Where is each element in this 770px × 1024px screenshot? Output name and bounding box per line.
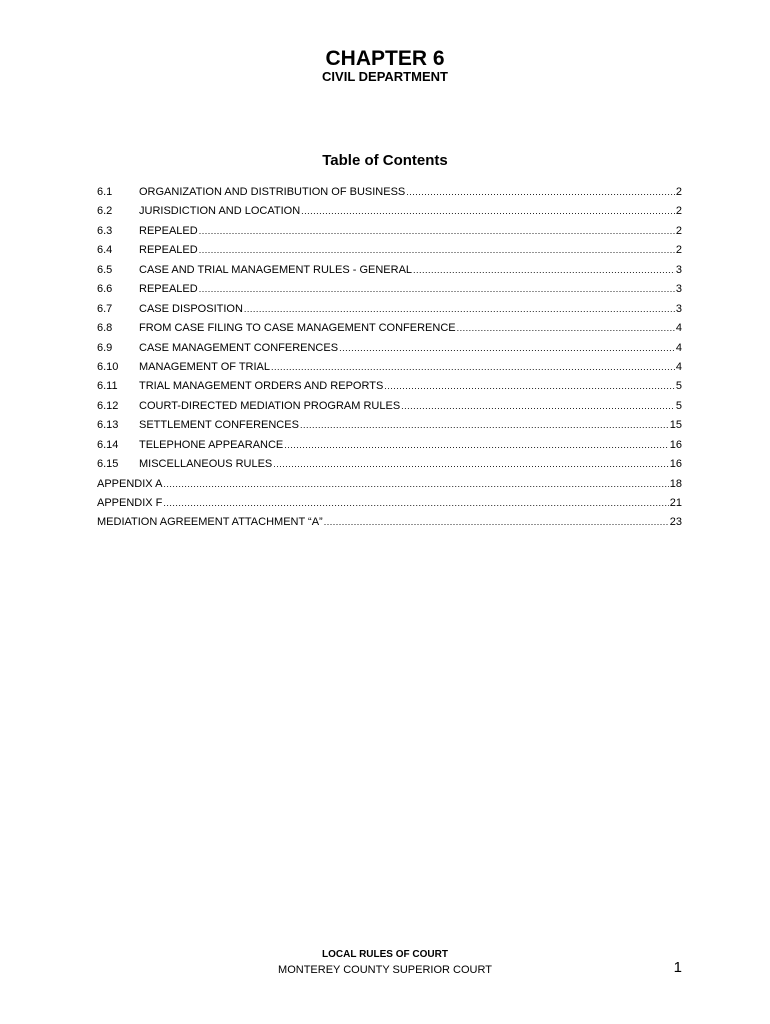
toc-entry[interactable] <box>97 202 682 221</box>
chapter-title: CHAPTER 6 <box>325 47 445 70</box>
toc-entry-title: MISCELLANEOUS RULES <box>139 458 273 471</box>
toc-dot-leader <box>243 300 675 319</box>
toc-entry-title: TRIAL MANAGEMENT ORDERS AND REPORTS <box>139 380 384 393</box>
toc-entry-title: REPEALED <box>139 283 198 296</box>
toc-entry[interactable] <box>97 261 682 280</box>
toc-entry-page: 2 <box>675 186 682 198</box>
toc-entry-number: 6.4 <box>97 244 113 257</box>
toc-entry-title: TELEPHONE APPEARANCE <box>139 438 284 451</box>
toc-entry[interactable] <box>97 455 682 474</box>
toc-entry-title: REPEALED <box>139 244 198 257</box>
toc-dot-leader <box>198 241 675 260</box>
toc-dot-leader <box>198 222 675 241</box>
toc-entry[interactable] <box>97 241 682 260</box>
toc-entry-number: 6.9 <box>97 341 113 354</box>
toc-entry-number: 6.7 <box>97 302 113 315</box>
toc-entry-page: 2 <box>675 244 682 257</box>
toc-entry-title: COURT-DIRECTED MEDIATION PROGRAM RULES <box>139 399 401 412</box>
toc-entry-number: 6.15 <box>97 458 119 471</box>
toc-entry-number: 6.5 <box>97 263 113 276</box>
toc-entry-number: 6.2 <box>97 205 113 218</box>
toc-dot-leader <box>162 475 668 494</box>
toc-entry-title: CASE MANAGEMENT CONFERENCES <box>139 341 339 354</box>
toc-entry[interactable] <box>97 475 682 494</box>
toc-entry-page: 2 <box>675 224 682 237</box>
toc-entry-page: 16 <box>669 438 682 451</box>
toc-entry-title: SETTLEMENT CONFERENCES <box>139 419 299 432</box>
toc-entry-number: 6.13 <box>97 419 119 432</box>
toc-entry[interactable] <box>97 358 682 377</box>
toc-dot-leader <box>272 455 668 474</box>
toc-entry-number: 6.12 <box>97 399 119 412</box>
toc-dot-leader <box>283 436 668 455</box>
toc-entry-title: CASE DISPOSITION <box>139 302 243 315</box>
toc-entry[interactable] <box>97 280 682 299</box>
toc-entry-page: 15 <box>669 419 682 432</box>
toc-entry-title: JURISDICTION AND LOCATION <box>139 205 301 218</box>
toc-entry-page: 5 <box>675 380 682 393</box>
toc-entry-number: 6.3 <box>97 224 113 237</box>
toc-entry[interactable] <box>97 494 682 513</box>
toc-entry-number: 6.11 <box>97 380 118 393</box>
toc-entry[interactable] <box>97 319 682 338</box>
toc-entry[interactable] <box>97 436 682 455</box>
toc-entry-page: 3 <box>675 283 682 296</box>
toc-entry-page: 4 <box>675 360 682 373</box>
toc-entry-page: 2 <box>675 205 682 218</box>
toc-entry[interactable] <box>97 300 682 319</box>
toc-entry[interactable] <box>97 222 682 241</box>
toc-entry-page: 21 <box>669 497 682 509</box>
toc-dot-leader <box>400 397 675 416</box>
footer-title: LOCAL RULES OF COURT <box>322 949 448 960</box>
toc-dot-leader <box>383 377 675 396</box>
toc-entry-number: 6.10 <box>97 360 119 373</box>
toc-dot-leader <box>412 261 675 280</box>
toc-entry[interactable] <box>97 339 682 358</box>
toc-dot-leader <box>456 319 675 338</box>
toc-entry[interactable] <box>97 416 682 435</box>
table-of-contents <box>97 183 682 533</box>
toc-entry[interactable] <box>97 377 682 396</box>
toc-entry[interactable] <box>97 183 682 202</box>
toc-entry-page: 5 <box>675 399 682 412</box>
toc-entry-title: MANAGEMENT OF TRIAL <box>139 360 271 373</box>
toc-entry-title: MEDIATION AGREEMENT ATTACHMENT “A” <box>97 516 323 529</box>
toc-dot-leader <box>323 513 669 532</box>
toc-entry-title: FROM CASE FILING TO CASE MANAGEMENT CONFERENCE <box>139 322 456 335</box>
toc-entry-title: REPEALED <box>139 224 198 237</box>
toc-entry-title: APPENDIX A <box>97 477 163 490</box>
toc-entry-page: 16 <box>669 458 682 471</box>
toc-entry-page: 4 <box>675 341 682 354</box>
toc-dot-leader <box>198 280 675 299</box>
toc-entry-page: 3 <box>675 302 682 315</box>
department-subtitle: CIVIL DEPARTMENT <box>322 69 448 84</box>
toc-dot-leader <box>405 183 675 202</box>
toc-dot-leader <box>338 339 675 358</box>
page-number: 1 <box>673 959 682 976</box>
toc-entry-title: ORGANIZATION AND DISTRIBUTION OF BUSINESS <box>139 186 406 198</box>
toc-entry[interactable] <box>97 513 682 532</box>
footer-court-name: MONTEREY COUNTY SUPERIOR COURT <box>278 964 492 976</box>
toc-entry-page: 18 <box>669 477 682 490</box>
toc-entry-page: 3 <box>675 263 682 276</box>
toc-dot-leader <box>299 416 669 435</box>
toc-heading: Table of Contents <box>322 152 448 169</box>
toc-entry-title: CASE AND TRIAL MANAGEMENT RULES - GENERAL <box>139 263 413 276</box>
toc-entry-page: 23 <box>669 516 682 529</box>
toc-dot-leader <box>162 494 668 513</box>
toc-entry-number: 6.8 <box>97 322 113 335</box>
toc-entry-number: 6.6 <box>97 283 113 296</box>
toc-entry-number: 6.14 <box>97 438 119 451</box>
toc-entry-number: 6.1 <box>97 186 113 198</box>
toc-dot-leader <box>300 202 675 221</box>
toc-entry-page: 4 <box>675 322 682 335</box>
toc-entry-title: APPENDIX F <box>97 497 163 509</box>
toc-entry[interactable] <box>97 397 682 416</box>
toc-dot-leader <box>270 358 675 377</box>
